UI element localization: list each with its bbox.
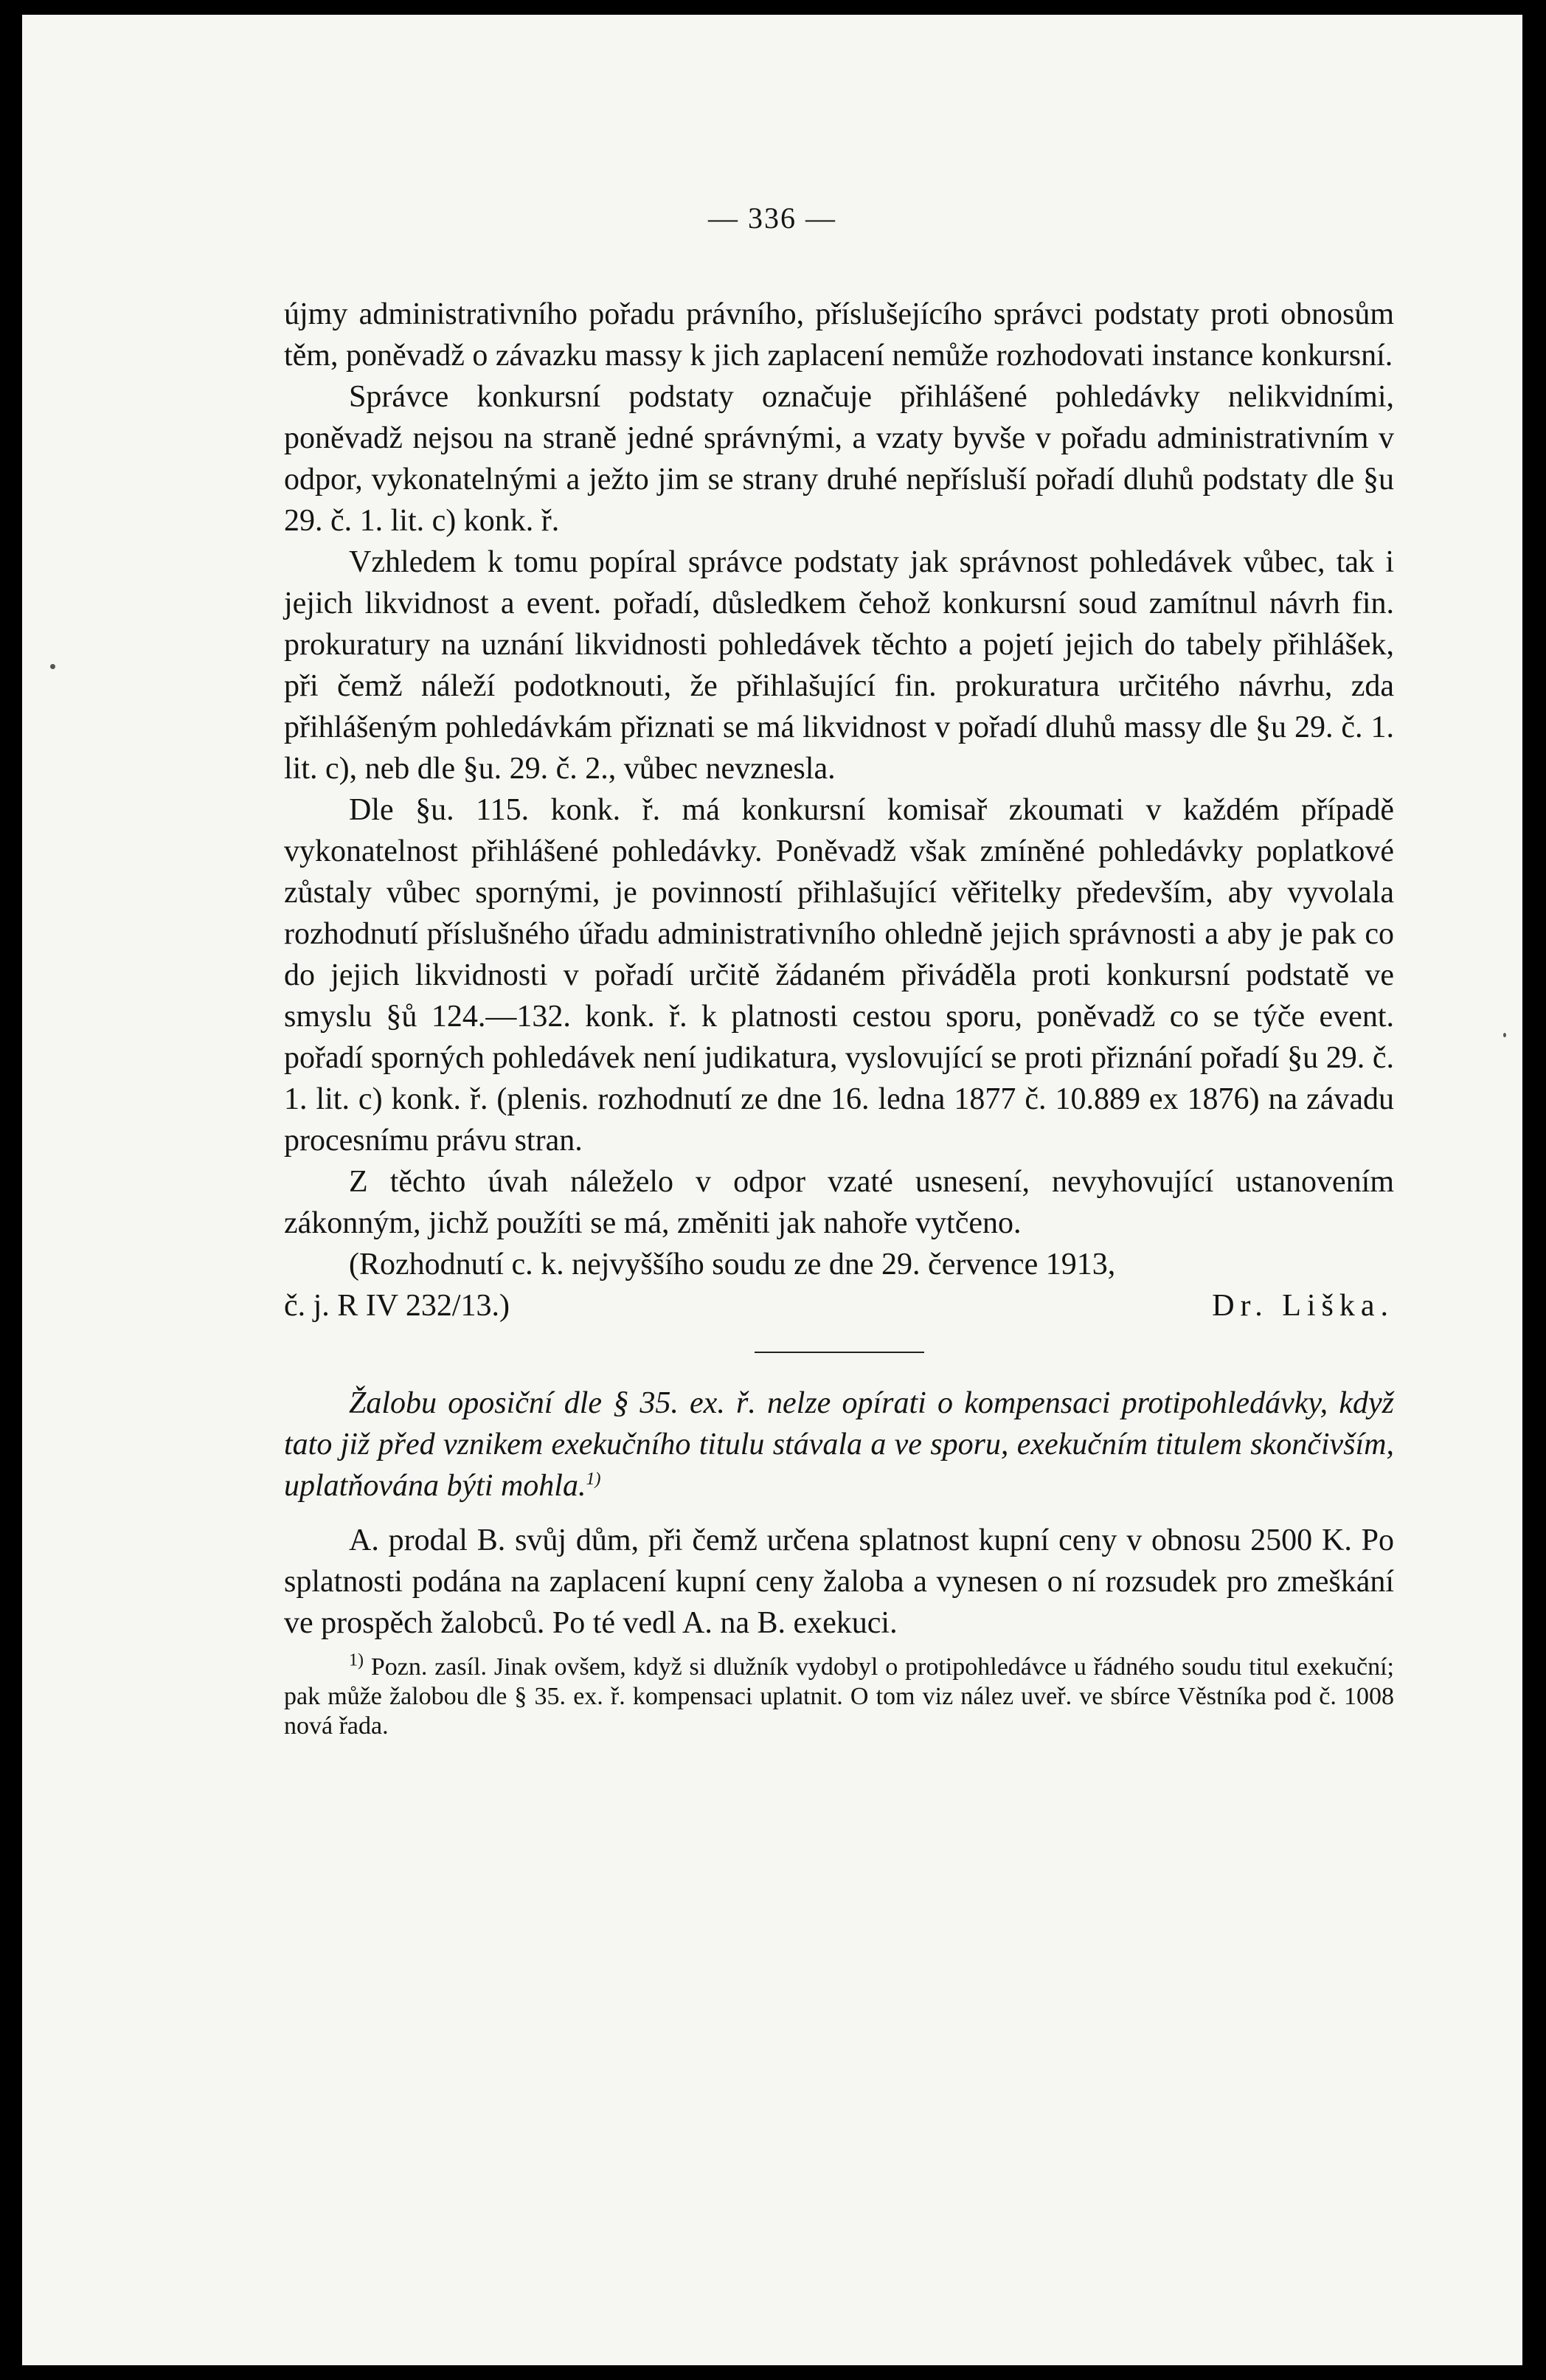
- paragraph: Z těchto úvah náleželo v odpor vzaté usnesení, nevyhovující ustanovením zákonným, jichž použíti se má, změniti jak nahoře vytčeno.: [284, 1165, 1394, 1240]
- section-divider: [755, 1352, 924, 1353]
- footnote-text: Pozn. zasíl. Jinak ovšem, když si dlužník vydobyl o protipohledávce u řádného soudu titul exekuční; pak může žalobou dle § 35. ex. ř. kompensaci uplatnit. O tom viz nález uveř. ve sbírce Věstníka pod č. 1008 nová řada.: [284, 1653, 1394, 1740]
- decision-reference: (Rozhodnutí c. k. nejvyššího soudu ze dne 29. července 1913,: [349, 1248, 1116, 1281]
- page-number: — 336 —: [708, 201, 836, 235]
- footnote: [284, 1650, 1394, 1741]
- decision-reference-line: [284, 1285, 1394, 1326]
- paragraph: Správce konkursní podstaty označuje přihlášené pohledávky nelikvidními, poněvadž nejsou na straně jedné správnými, a vzaty byvše v pořadu administrativním v odpor, vykonatelnými a ježto jim se strany druhé nepřísluší pořadí dluhů podstaty dle §u 29. č. 1. lit. c) konk. ř.: [284, 380, 1394, 538]
- decision-number: č. j. R IV 232/13.): [284, 1289, 510, 1323]
- headnote-text: Žalobu oposiční dle § 35. ex. ř. nelze opírati o kompensaci protipohledávky, když tato již před vznikem exekučního titulu stávala a ve sporu, exekučním titulem skončivším, uplatňována býti mohla.: [284, 1386, 1394, 1503]
- scan-speck: [1503, 1033, 1506, 1037]
- case-paragraph: A. prodal B. svůj dům, při čemž určena splatnost kupní ceny v obnosu 2500 K. Po splatnosti podána na zaplacení kupní ceny žaloba a vynesen o ní rozsudek pro zmeškání ve prospěch žalobců. Po té vedl A. na B. exekuci.: [284, 1523, 1394, 1640]
- book-page: [22, 15, 1522, 2365]
- footnote-mark: 1): [349, 1650, 364, 1670]
- paragraph: újmy administrativního pořadu právního, příslušejícího správci podstaty proti obnosům těm, poněvadž o závazku massy k jich zaplacení nemůže rozhodovati instance konkursní.: [284, 297, 1394, 373]
- main-text: [284, 294, 1394, 1741]
- footnote-reference: 1): [586, 1470, 601, 1489]
- headnote: [284, 1383, 1394, 1506]
- signature: Dr. Liška.: [1212, 1289, 1394, 1323]
- scan-speck: [50, 664, 55, 669]
- paragraph: Dle §u. 115. konk. ř. má konkursní komisař zkoumati v každém případě vykonatelnost přihlášené pohledávky. Poněvadž však zmíněné pohledávky poplatkové zůstaly vůbec spornými, je povinností přihlašující věřitelky především, aby vyvolala rozhodnutí příslušného úřadu administrativního ohledně jejich správnosti a aby je pak co do jejich likvidnosti v pořadí určitě žádaném přiváděla proti konkursní podstatě ve smyslu §ů 124.—132. konk. ř. k platnosti cestou sporu, poněvadž co se týče event. pořadí sporných pohledávek není judikatura, vyslovující se proti přiznání pořadí §u 29. č. 1. lit. c) konk. ř. (plenis. rozhodnutí ze dne 16. ledna 1877 č. 10.889 ex 1876) na závadu procesnímu právu stran.: [284, 793, 1394, 1158]
- paragraph: Vzhledem k tomu popíral správce podstaty jak správnost pohledávek vůbec, tak i jejich likvidnost a event. pořadí, důsledkem čehož konkursní soud zamítnul návrh fin. prokuratury na uznání likvidnosti pohledávek těchto a pojetí jejich do tabely přihlášek, při čemž náleží podotknouti, že přihlašující fin. prokuratura určitého návrhu, zda přihlášeným pohledávkám přiznati se má likvidnost v pořadí dluhů massy dle §u 29. č. 1. lit. c), neb dle §u. 29. č. 2., vůbec nevznesla.: [284, 545, 1394, 786]
